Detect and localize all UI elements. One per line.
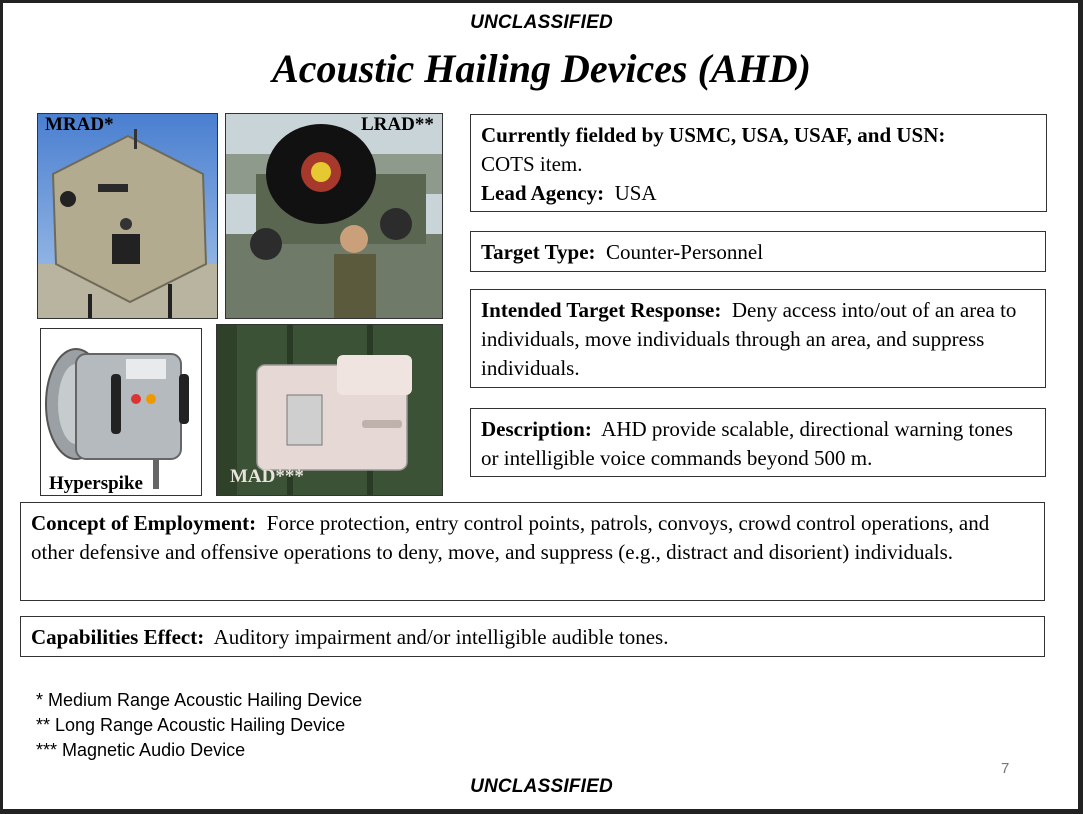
concept-box <box>20 502 1045 601</box>
target-type-box <box>470 231 1046 272</box>
target-type-value: Counter-Personnel <box>606 240 764 264</box>
description-label: Description: <box>481 417 592 441</box>
intended-response-value: Deny access into/out of an area to individuals, move individuals through an area, and suppress individuals. <box>481 298 1017 380</box>
slide-title: Acoustic Hailing Devices (AHD) <box>272 46 811 91</box>
intended-response-label: Intended Target Response: <box>481 298 722 322</box>
footnote-item: ** Long Range Acoustic Hailing Device <box>36 715 346 735</box>
capabilities-value: Auditory impairment and/or intelligible audible tones. <box>213 625 669 649</box>
fielded-label: Currently fielded by USMC, USA, USAF, and USN: <box>481 123 946 147</box>
footnote-item: * Medium Range Acoustic Hailing Device <box>36 690 363 710</box>
lrad-photo <box>225 113 443 319</box>
hyperspike-photo <box>40 328 202 496</box>
page-number: 7 <box>1001 760 1010 777</box>
hyperspike-label: Hyperspike <box>49 473 143 494</box>
mad-label: MAD*** <box>230 466 304 487</box>
classification-footer: UNCLASSIFIED <box>470 776 613 797</box>
classification-header: UNCLASSIFIED <box>470 12 613 33</box>
description-box <box>470 408 1046 477</box>
lrad-label: LRAD** <box>361 114 434 135</box>
intended-response-box <box>470 289 1046 388</box>
target-type-label: Target Type: <box>481 240 596 264</box>
description-value: AHD provide scalable, directional warning tones or intelligible voice commands beyond 500 m. <box>481 417 1013 470</box>
lead-agency-label: Lead Agency: <box>481 181 605 205</box>
footnote-item: *** Magnetic Audio Device <box>36 740 246 760</box>
lead-agency-value: USA <box>614 181 657 205</box>
footnotes <box>36 688 362 763</box>
capabilities-label: Capabilities Effect: <box>31 625 205 649</box>
concept-label: Concept of Employment: <box>31 511 257 535</box>
capabilities-box <box>20 616 1045 657</box>
concept-value: Force protection, entry control points, patrols, convoys, crowd control operations, and other defensive and offensive operations to deny, move, and suppress (e.g., distract and disorient) individuals. <box>31 511 990 564</box>
mrad-label: MRAD* <box>45 114 114 135</box>
fielded-box <box>470 114 1047 212</box>
fielded-value: COTS item. <box>481 152 583 176</box>
mrad-photo <box>37 113 218 319</box>
